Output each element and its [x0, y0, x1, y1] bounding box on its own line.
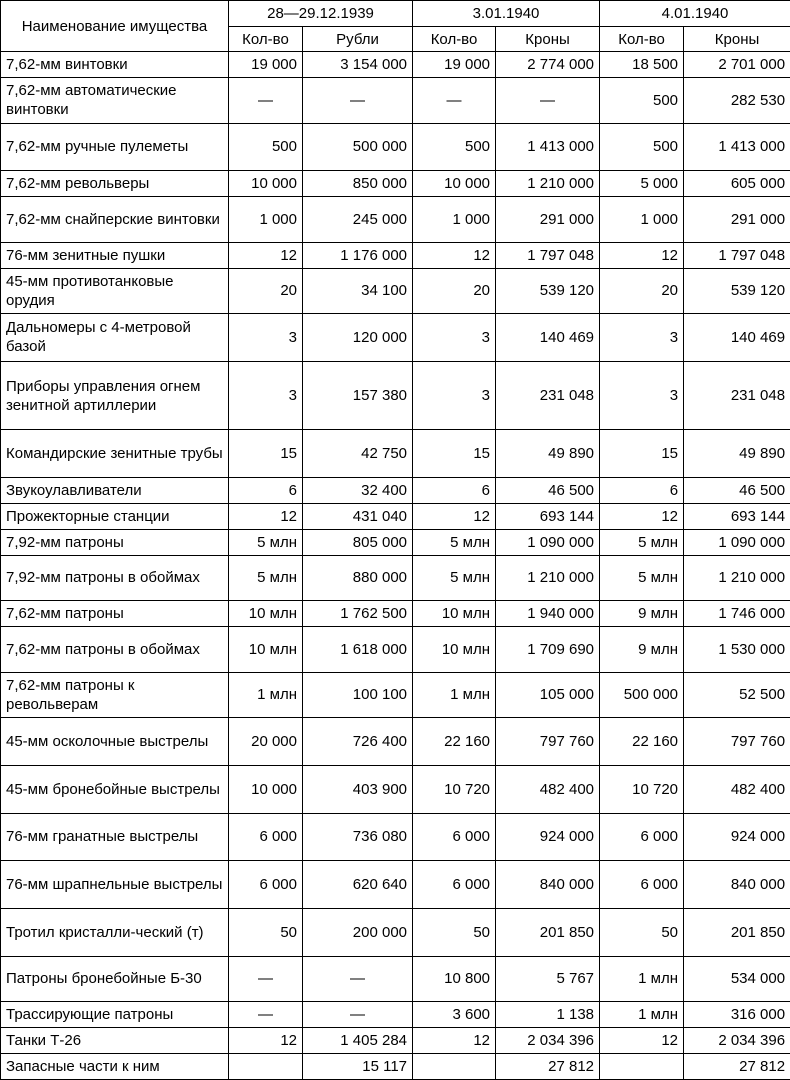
- table-row: [1, 908, 790, 956]
- value-cell: 201 850: [684, 908, 790, 956]
- table-row: [1, 430, 790, 478]
- period-header-3: 4.01.1940: [600, 1, 790, 27]
- value-cell: 34 100: [303, 268, 413, 314]
- value-cell: 5 000: [600, 171, 684, 197]
- table-header: [1, 1, 790, 52]
- table-row: [1, 813, 790, 861]
- quantity-header: Кол-во: [600, 27, 684, 52]
- value-cell: 15: [229, 430, 303, 478]
- value-cell: 6: [229, 477, 303, 503]
- value-cell: 1 000: [229, 197, 303, 243]
- value-cell: —: [229, 1002, 303, 1028]
- item-name-cell: Звукоулавливатели: [1, 477, 229, 503]
- table-body: [1, 52, 790, 1080]
- table-row: [1, 555, 790, 601]
- value-cell: 120 000: [303, 314, 413, 362]
- value-cell: —: [303, 956, 413, 1002]
- value-cell: 924 000: [684, 813, 790, 861]
- item-column-header: Наименование имущества: [1, 1, 229, 52]
- value-cell: 5 767: [496, 956, 600, 1002]
- value-cell: 20: [413, 268, 496, 314]
- value-cell: 6 000: [229, 813, 303, 861]
- value-cell: 27 812: [684, 1053, 790, 1079]
- value-cell: 46 500: [496, 477, 600, 503]
- item-name-cell: 76-мм зенитные пушки: [1, 242, 229, 268]
- table-row: [1, 477, 790, 503]
- value-cell: 1 000: [413, 197, 496, 243]
- value-cell: 431 040: [303, 503, 413, 529]
- kronor-header: Кроны: [496, 27, 600, 52]
- value-cell: 880 000: [303, 555, 413, 601]
- value-cell: 12: [229, 503, 303, 529]
- table-row: [1, 601, 790, 627]
- value-cell: 3: [600, 361, 684, 429]
- value-cell: 1 138: [496, 1002, 600, 1028]
- value-cell: 316 000: [684, 1002, 790, 1028]
- value-cell: 49 890: [496, 430, 600, 478]
- value-cell: 46 500: [684, 477, 790, 503]
- table-row: [1, 529, 790, 555]
- value-cell: 10 720: [600, 765, 684, 813]
- value-cell: 482 400: [496, 765, 600, 813]
- item-name-cell: 7,62-мм снайперские винтовки: [1, 197, 229, 243]
- value-cell: 32 400: [303, 477, 413, 503]
- item-name-cell: Патроны бронебойные Б-30: [1, 956, 229, 1002]
- table-row: [1, 503, 790, 529]
- value-cell: 403 900: [303, 765, 413, 813]
- value-cell: —: [413, 77, 496, 123]
- value-cell: 9 млн: [600, 601, 684, 627]
- value-cell: 12: [229, 242, 303, 268]
- table-row: [1, 52, 790, 78]
- value-cell: 245 000: [303, 197, 413, 243]
- value-cell: 539 120: [684, 268, 790, 314]
- value-cell: 6 000: [600, 861, 684, 909]
- value-cell: 5 млн: [229, 555, 303, 601]
- value-cell: 5 млн: [600, 555, 684, 601]
- value-cell: 1 210 000: [496, 555, 600, 601]
- value-cell: 9 млн: [600, 627, 684, 673]
- item-name-cell: Командирские зенитные трубы: [1, 430, 229, 478]
- table-row: [1, 197, 790, 243]
- table-row: [1, 1028, 790, 1054]
- value-cell: 200 000: [303, 908, 413, 956]
- item-name-cell: 7,62-мм патроны к револьверам: [1, 672, 229, 718]
- table-row: [1, 123, 790, 171]
- value-cell: 500: [600, 77, 684, 123]
- value-cell: 620 640: [303, 861, 413, 909]
- value-cell: 3: [600, 314, 684, 362]
- value-cell: 605 000: [684, 171, 790, 197]
- item-name-cell: Запасные части к ним: [1, 1053, 229, 1079]
- value-cell: 1 618 000: [303, 627, 413, 673]
- quantity-header: Кол-во: [413, 27, 496, 52]
- table-row: [1, 956, 790, 1002]
- table-row: [1, 268, 790, 314]
- value-cell: 797 760: [684, 718, 790, 766]
- value-cell: 1 709 690: [496, 627, 600, 673]
- value-cell: 10 млн: [229, 601, 303, 627]
- value-cell: 5 млн: [413, 529, 496, 555]
- value-cell: 3: [229, 361, 303, 429]
- value-cell: 50: [413, 908, 496, 956]
- value-cell: 1 210 000: [496, 171, 600, 197]
- value-cell: 3: [413, 361, 496, 429]
- item-name-cell: 7,92-мм патроны: [1, 529, 229, 555]
- table-row: [1, 314, 790, 362]
- item-name-cell: 7,62-мм ручные пулеметы: [1, 123, 229, 171]
- item-name-cell: Трассирующие патроны: [1, 1002, 229, 1028]
- value-cell: 500: [600, 123, 684, 171]
- table-row: [1, 77, 790, 123]
- item-name-cell: Прожекторные станции: [1, 503, 229, 529]
- value-cell: 10 800: [413, 956, 496, 1002]
- value-cell: 2 701 000: [684, 52, 790, 78]
- value-cell: 15 117: [303, 1053, 413, 1079]
- value-cell: 6 000: [600, 813, 684, 861]
- table-row: [1, 1002, 790, 1028]
- value-cell: 10 млн: [229, 627, 303, 673]
- value-cell: 6: [600, 477, 684, 503]
- quantity-header: Кол-во: [229, 27, 303, 52]
- value-cell: 3: [229, 314, 303, 362]
- value-cell: [600, 1053, 684, 1079]
- value-cell: 726 400: [303, 718, 413, 766]
- value-cell: 291 000: [496, 197, 600, 243]
- value-cell: 2 774 000: [496, 52, 600, 78]
- value-cell: 924 000: [496, 813, 600, 861]
- value-cell: 2 034 396: [496, 1028, 600, 1054]
- value-cell: 1 530 000: [684, 627, 790, 673]
- value-cell: [413, 1053, 496, 1079]
- value-cell: 797 760: [496, 718, 600, 766]
- value-cell: 12: [229, 1028, 303, 1054]
- value-cell: 20: [229, 268, 303, 314]
- table-row: [1, 627, 790, 673]
- value-cell: 18 500: [600, 52, 684, 78]
- value-cell: 100 100: [303, 672, 413, 718]
- value-cell: 1 млн: [413, 672, 496, 718]
- value-cell: 534 000: [684, 956, 790, 1002]
- value-cell: 3: [413, 314, 496, 362]
- value-cell: 231 048: [496, 361, 600, 429]
- value-cell: 10 720: [413, 765, 496, 813]
- table-row: [1, 718, 790, 766]
- item-name-cell: Дальномеры с 4-метровой базой: [1, 314, 229, 362]
- item-name-cell: 45-мм бронебойные выстрелы: [1, 765, 229, 813]
- value-cell: 3 600: [413, 1002, 496, 1028]
- value-cell: 6: [413, 477, 496, 503]
- value-cell: 10 000: [229, 765, 303, 813]
- value-cell: 12: [413, 503, 496, 529]
- table-row: [1, 672, 790, 718]
- value-cell: 12: [413, 242, 496, 268]
- value-cell: 500: [413, 123, 496, 171]
- item-name-cell: Танки Т-26: [1, 1028, 229, 1054]
- item-name-cell: 7,62-мм патроны в обоймах: [1, 627, 229, 673]
- value-cell: 15: [600, 430, 684, 478]
- value-cell: 10 000: [229, 171, 303, 197]
- table-row: [1, 765, 790, 813]
- value-cell: 1 млн: [600, 1002, 684, 1028]
- item-name-cell: Приборы управления огнем зенитной артиллерии: [1, 361, 229, 429]
- value-cell: 5 млн: [413, 555, 496, 601]
- value-cell: 1 000: [600, 197, 684, 243]
- value-cell: 840 000: [684, 861, 790, 909]
- value-cell: 6 000: [413, 861, 496, 909]
- value-cell: 5 млн: [229, 529, 303, 555]
- value-cell: 157 380: [303, 361, 413, 429]
- value-cell: 1 413 000: [684, 123, 790, 171]
- table-row: [1, 1053, 790, 1079]
- item-name-cell: 76-мм гранатные выстрелы: [1, 813, 229, 861]
- value-cell: —: [303, 77, 413, 123]
- rubles-header: Рубли: [303, 27, 413, 52]
- value-cell: 1 940 000: [496, 601, 600, 627]
- value-cell: 20 000: [229, 718, 303, 766]
- value-cell: 19 000: [413, 52, 496, 78]
- period-header-1: 28—29.12.1939: [229, 1, 413, 27]
- value-cell: 42 750: [303, 430, 413, 478]
- value-cell: 15: [413, 430, 496, 478]
- value-cell: —: [229, 77, 303, 123]
- value-cell: 693 144: [496, 503, 600, 529]
- value-cell: 3 154 000: [303, 52, 413, 78]
- item-name-cell: 45-мм противотанковые орудия: [1, 268, 229, 314]
- value-cell: —: [496, 77, 600, 123]
- value-cell: 1 797 048: [684, 242, 790, 268]
- table-row: [1, 171, 790, 197]
- value-cell: 10 млн: [413, 601, 496, 627]
- value-cell: 49 890: [684, 430, 790, 478]
- value-cell: 1 762 500: [303, 601, 413, 627]
- value-cell: 12: [600, 503, 684, 529]
- value-cell: 6 000: [413, 813, 496, 861]
- item-name-cell: 76-мм шрапнельные выстрелы: [1, 861, 229, 909]
- value-cell: 12: [600, 242, 684, 268]
- value-cell: [229, 1053, 303, 1079]
- kronor-header: Кроны: [684, 27, 790, 52]
- value-cell: 231 048: [684, 361, 790, 429]
- value-cell: 1 млн: [600, 956, 684, 1002]
- value-cell: 140 469: [684, 314, 790, 362]
- table-row: [1, 861, 790, 909]
- value-cell: 5 млн: [600, 529, 684, 555]
- value-cell: —: [303, 1002, 413, 1028]
- value-cell: 1 090 000: [496, 529, 600, 555]
- value-cell: 500: [229, 123, 303, 171]
- value-cell: 840 000: [496, 861, 600, 909]
- value-cell: 10 млн: [413, 627, 496, 673]
- item-name-cell: Тротил кристалли-ческий (т): [1, 908, 229, 956]
- value-cell: 482 400: [684, 765, 790, 813]
- value-cell: 105 000: [496, 672, 600, 718]
- table-row: [1, 242, 790, 268]
- value-cell: 27 812: [496, 1053, 600, 1079]
- value-cell: 1 176 000: [303, 242, 413, 268]
- value-cell: 2 034 396: [684, 1028, 790, 1054]
- value-cell: 291 000: [684, 197, 790, 243]
- value-cell: 282 530: [684, 77, 790, 123]
- value-cell: 10 000: [413, 171, 496, 197]
- value-cell: 6 000: [229, 861, 303, 909]
- value-cell: 1 090 000: [684, 529, 790, 555]
- value-cell: 1 797 048: [496, 242, 600, 268]
- value-cell: 805 000: [303, 529, 413, 555]
- item-name-cell: 7,62-мм автоматические винтовки: [1, 77, 229, 123]
- value-cell: 201 850: [496, 908, 600, 956]
- value-cell: 500 000: [303, 123, 413, 171]
- period-header-2: 3.01.1940: [413, 1, 600, 27]
- value-cell: 52 500: [684, 672, 790, 718]
- value-cell: 1 413 000: [496, 123, 600, 171]
- value-cell: 1 млн: [229, 672, 303, 718]
- item-name-cell: 7,62-мм револьверы: [1, 171, 229, 197]
- value-cell: 850 000: [303, 171, 413, 197]
- value-cell: 140 469: [496, 314, 600, 362]
- value-cell: 1 746 000: [684, 601, 790, 627]
- value-cell: 22 160: [413, 718, 496, 766]
- value-cell: 1 210 000: [684, 555, 790, 601]
- value-cell: —: [229, 956, 303, 1002]
- item-name-cell: 7,62-мм патроны: [1, 601, 229, 627]
- value-cell: 22 160: [600, 718, 684, 766]
- value-cell: 539 120: [496, 268, 600, 314]
- item-name-cell: 7,62-мм винтовки: [1, 52, 229, 78]
- item-name-cell: 45-мм осколочные выстрелы: [1, 718, 229, 766]
- table-row: [1, 361, 790, 429]
- value-cell: 20: [600, 268, 684, 314]
- value-cell: 19 000: [229, 52, 303, 78]
- value-cell: 500 000: [600, 672, 684, 718]
- value-cell: 12: [413, 1028, 496, 1054]
- value-cell: 1 405 284: [303, 1028, 413, 1054]
- value-cell: 693 144: [684, 503, 790, 529]
- value-cell: 50: [600, 908, 684, 956]
- value-cell: 736 080: [303, 813, 413, 861]
- item-name-cell: 7,92-мм патроны в обоймах: [1, 555, 229, 601]
- value-cell: 50: [229, 908, 303, 956]
- value-cell: 12: [600, 1028, 684, 1054]
